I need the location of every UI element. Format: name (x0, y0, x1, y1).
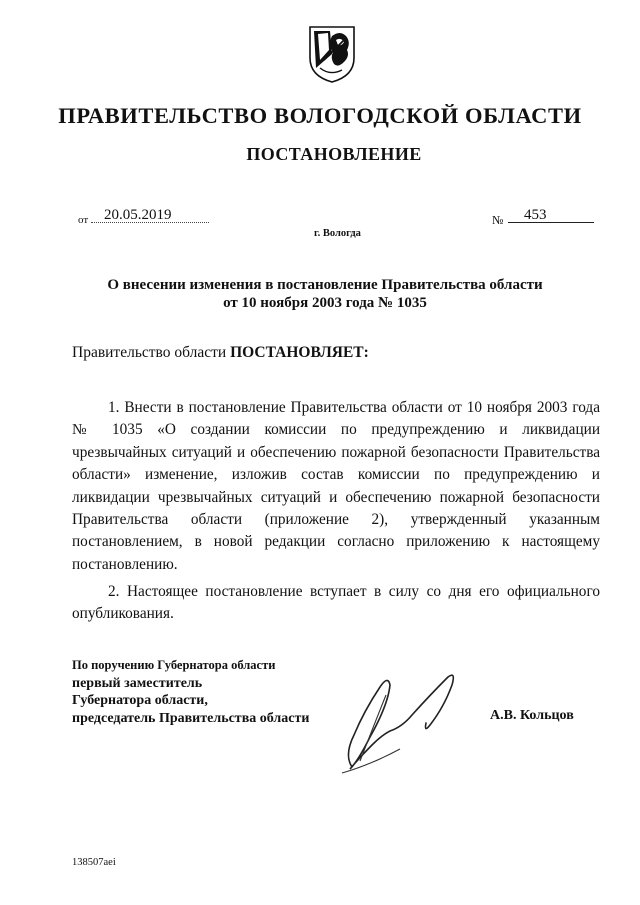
document-date: 20.05.2019 (104, 207, 172, 223)
paragraph-2: 2. Настоящее постановление вступает в силу со дня его официального опубликования. (72, 583, 600, 623)
document-subject (90, 276, 560, 312)
organization-title: ПРАВИТЕЛЬСТВО ВОЛОГОДСКОЙ ОБЛАСТИ (58, 103, 582, 128)
intro-resolves: ПОСТАНОВЛЯЕТ: (230, 344, 369, 361)
signatory-line-2: первый заместитель (72, 675, 203, 691)
handwritten-signature (330, 665, 480, 775)
document-code: 138507aei (72, 857, 116, 868)
document-number: 453 (524, 207, 547, 223)
coat-of-arms-icon (306, 24, 358, 84)
document-type: ПОСТАНОВЛЕНИЕ (246, 144, 422, 164)
number-label: № (492, 213, 504, 227)
signatory-line-4: председатель Правительства области (72, 710, 310, 726)
signatory-line-3: Губернатора области, (72, 693, 208, 708)
signatory-line-1: По поручению Губернатора области (72, 658, 276, 672)
city-label: г. Вологда (314, 228, 361, 239)
intro-line (72, 344, 369, 362)
paragraph-1: 1. Внести в постановление Правительства области от 10 ноября 2003 года № 1035 «О создании комиссии по предупреждению и ликвидации чрезвычайных ситуаций и обеспечению пожарной безопасности Правительства области» изменение, изложив состав комиссии по предупреждению и ликвидации чрезвычайных ситуаций и обеспечению пожарной безопасности Правительства области (приложение 2), утвержденный указанным постановлением, в новой редакции согласно приложению к настоящему постановлению. (72, 399, 600, 573)
subject-line-2: от 10 ноября 2003 года № 1035 (223, 295, 427, 311)
subject-line-1: О внесении изменения в постановление Правительства области (107, 277, 543, 293)
number-underline (508, 222, 594, 223)
signatory-block (72, 657, 309, 727)
intro-prefix: Правительство области (72, 344, 231, 361)
signer-name: А.В. Кольцов (490, 708, 574, 723)
date-label: от (78, 214, 89, 226)
